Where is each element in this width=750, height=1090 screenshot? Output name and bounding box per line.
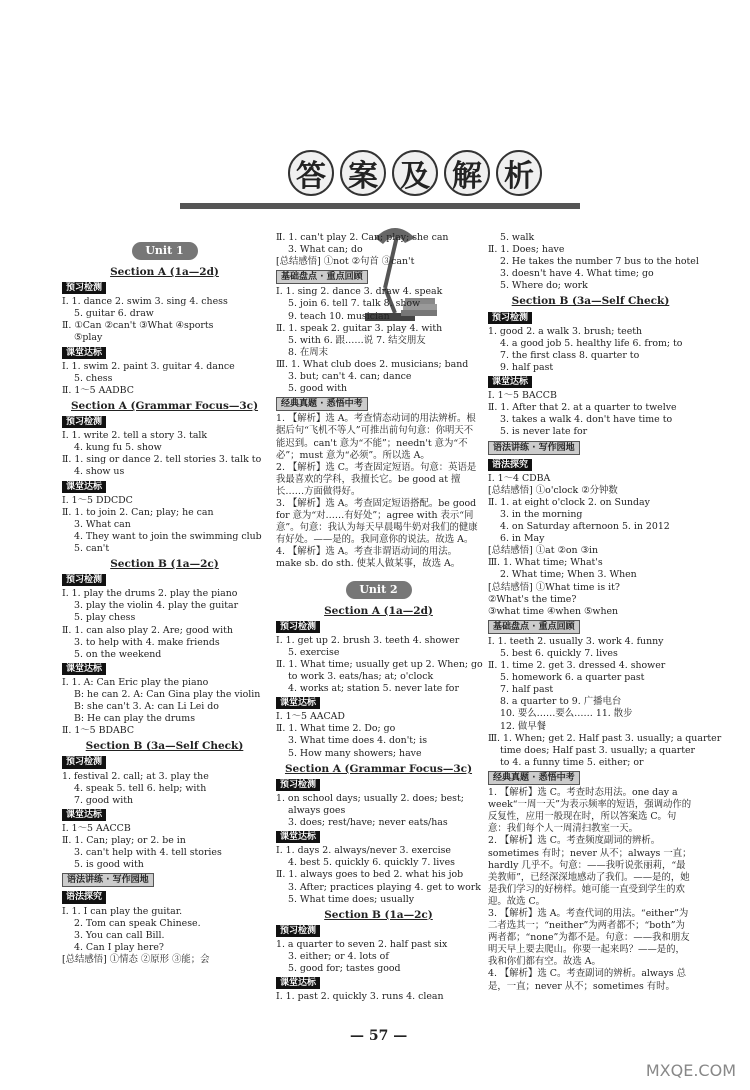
explanation-paragraph: 1. 【解析】选 A。考查情态动词的用法辨析。根据后句“飞机不等人”可推出前句句意：你明天不能迟到。can't 意为“不能”；needn't 意为“不必”；must 意为“必须”。所以选 A。 [276, 413, 476, 461]
answer-line: Ⅲ. 1. When; get 2. Half past 3. usually; a quarter [488, 732, 722, 744]
label-row [276, 695, 481, 711]
answer-line: 3. After; practices playing 4. get to work [288, 881, 481, 893]
answer-line: 5. homework 6. a quarter past [500, 672, 645, 684]
label-row [62, 280, 267, 296]
answer-line: 5. exercise [288, 646, 340, 658]
answer-line: 9. half past [500, 361, 554, 373]
answer-line: 9. teach 10. musician [288, 310, 390, 322]
answer-line: 5. on the weekend [74, 648, 162, 660]
title-char: 答 [288, 150, 334, 196]
subsection-label: 课堂达标 [276, 977, 320, 989]
answer-line: 5. can't [74, 542, 110, 554]
answer-line: 4. works at; station 5. never late for [288, 683, 459, 695]
answer-line: always goes [288, 804, 346, 816]
answer-line: [总结感悟] ①o'clock ②分钟数 [488, 484, 618, 496]
answer-column-3 [488, 232, 722, 993]
answer-line: 4. kung fu 5. show [74, 442, 162, 454]
answer-line: 4. show us [74, 466, 125, 478]
label-row [276, 777, 481, 793]
subsection-label: 课堂达标 [62, 347, 106, 359]
answer-line: ③what time ④when ⑤when [488, 605, 619, 617]
answer-line: 8. 在周末 [288, 346, 329, 358]
answer-line: 10. 要么……要么…… 11. 散步 [500, 708, 633, 720]
part-label: 基础盘点 · 重点回顾 [488, 620, 580, 634]
answer-line: B: He can play the drums [74, 713, 196, 725]
answer-line: 5. good with [288, 383, 348, 395]
answer-line: Ⅲ. 1. What club does 2. musicians; band [276, 358, 469, 370]
title-char: 及 [392, 150, 438, 196]
subsection-label: 课堂达标 [276, 831, 320, 843]
label-row [276, 829, 481, 845]
label-row [62, 345, 267, 361]
part-label: 经典真题 · 悉悟中考 [488, 771, 580, 785]
answer-line: 7. good with [74, 794, 134, 806]
title-char: 解 [444, 150, 490, 196]
answer-line: 5. join 6. tell 7. talk 8. show [288, 298, 421, 310]
answer-line: Ⅰ. 1. dance 2. swim 3. sing 4. chess [62, 296, 228, 308]
answer-line: to work 3. eats/has; at; o'clock [288, 671, 434, 682]
answer-line: Ⅱ. 1. speak 2. guitar 3. play 4. with [276, 322, 443, 334]
answer-line: Ⅱ. 1～5 BDABC [62, 725, 135, 737]
explanation-paragraph: 4. 【解析】选 C。考查副词的辨析。always 总是，一直；never 从不；sometimes 有时。 [488, 968, 686, 992]
section-heading: Section B (1a—2c) [110, 558, 219, 571]
answer-line: 4. speak 5. tell 6. help; with [74, 782, 207, 794]
answer-line: 4. They want to join the swimming club [74, 530, 262, 542]
answer-line: 5. How many showers; have [288, 747, 422, 759]
explanation-paragraph: 3. 【解析】选 A。考查固定短语搭配。be good for 意为“对……有好处”；agree with 表示“同意”。句意：我认为每天早晨喝牛奶对我们的健康有好处。——是的。我同意你的说法。故选 A。 [276, 497, 478, 546]
answer-line: 1. good 2. a walk 3. brush; teeth [488, 325, 643, 337]
answer-line: 5. chess [74, 372, 113, 384]
answer-line: 5. best 6. quickly 7. lives [500, 648, 618, 659]
label-row [62, 889, 267, 905]
answer-line: 4. on Saturday afternoon 5. in 2012 [500, 521, 670, 533]
page-number: — 57 — [350, 1028, 408, 1044]
answer-line: Ⅱ. 1. Does; have [488, 244, 565, 256]
answer-line: Ⅱ. 1. What time; usually get up 2. When; go [276, 658, 483, 670]
label-row [62, 871, 267, 889]
answer-line: 3. either; or 4. lots of [288, 950, 389, 962]
answer-line: 5. walk [500, 232, 535, 243]
answer-line: Ⅰ. 1. write 2. tell a story 3. talk [62, 430, 208, 442]
answer-line: 4. a good job 5. healthy life 6. from; to [500, 337, 683, 349]
answer-line: ②What's the time? [488, 593, 577, 605]
section-heading: Section B (1a—2c) [324, 908, 433, 921]
answer-line: Ⅱ. 1. Can; play; or 2. be in [62, 835, 186, 847]
subsection-label: 语法探究 [62, 891, 106, 903]
answer-line: Ⅱ. 1. always goes to bed 2. what his job [276, 869, 464, 881]
answer-line: Ⅰ. 1. days 2. always/never 3. exercise [276, 845, 451, 857]
answer-line: Ⅰ. 1. get up 2. brush 3. teeth 4. shower [276, 634, 460, 646]
answer-line: Ⅱ. 1. to join 2. Can; play; he can [62, 506, 214, 518]
label-row [276, 975, 481, 991]
answer-line: to 4. a funny time 5. either; or [500, 756, 644, 768]
answer-line: 2. What time; When 3. When [500, 569, 637, 581]
answer-line: 3. takes a walk 4. don't have time to [500, 414, 673, 426]
answer-line: Ⅰ. 1. past 2. quickly 3. runs 4. clean [276, 991, 444, 1003]
subsection-label: 预习检测 [276, 779, 320, 791]
part-label: 经典真题 · 悉悟中考 [276, 397, 368, 411]
subsection-label: 预习检测 [276, 621, 320, 633]
answer-line: Ⅰ. 1. swim 2. paint 3. guitar 4. dance [62, 360, 235, 372]
answer-line: 2. He takes the number 7 bus to the hotel [500, 256, 699, 268]
label-row [488, 310, 693, 326]
answer-line: Ⅰ. 1. teeth 2. usually 3. work 4. funny [488, 635, 664, 647]
answer-line: 1. festival 2. call; at 3. play the [62, 770, 209, 782]
label-row [276, 923, 481, 939]
subsection-label: 课堂达标 [488, 376, 532, 388]
label-row [488, 439, 693, 457]
answer-line: 4. Can I play here? [74, 941, 164, 953]
answer-line: 7. the first class 8. quarter to [500, 349, 640, 361]
answer-line: 6. in May [500, 533, 545, 545]
answer-line: Ⅱ. 1. can't play 2. Can; play; she can [276, 232, 449, 243]
part-label: 基础盘点 · 重点回顾 [276, 270, 368, 284]
answer-line: Ⅲ. 1. What time; What's [488, 557, 603, 569]
answer-line: Ⅰ. 1. A: Can Eric play the piano [62, 676, 209, 688]
label-row [276, 268, 481, 286]
section-heading: Section A (Grammar Focus—3c) [284, 762, 473, 775]
answer-line: 5. play chess [74, 612, 136, 624]
part-label: 语法讲练 · 写作园地 [488, 441, 580, 455]
section-heading: Section B (3a—Self Check) [85, 740, 244, 753]
answer-line: Ⅱ. 1. sing or dance 2. tell stories 3. talk to [62, 454, 262, 466]
answer-line: Ⅱ. ①Can ②can't ③What ④sports [62, 320, 214, 332]
label-row [488, 618, 693, 636]
answer-line: 3. doesn't have 4. What time; go [500, 268, 654, 280]
answer-line: 5. Where do; work [500, 280, 588, 292]
watermark: MXQE.COM [645, 1061, 736, 1080]
answer-line: [总结感悟] ①at ②on ③in [488, 545, 599, 557]
title-char: 析 [496, 150, 542, 196]
answer-line: Ⅰ. 1～5 BACCB [488, 390, 557, 402]
section-heading: Section A (1a—2d) [110, 266, 219, 278]
explanation-paragraph: 2. 【解析】选 C。考查频度副词的辨析。sometimes 有时；never 从不；always 一直；hardly 几乎不。句意：——我听说张丽莉，“最美教师”，已经深深地感动了我们。——是的，她是我们学习的好榜样。她可能一直受到学生的欢迎。故选 C。 [488, 835, 692, 907]
subsection-label: 预习检测 [62, 282, 106, 294]
label-row [62, 807, 267, 823]
subsection-label: 课堂达标 [62, 663, 106, 675]
label-row [62, 661, 267, 677]
answer-line: time does; Half past 3. usually; a quarter [500, 744, 695, 756]
label-row [276, 619, 481, 635]
label-row [488, 769, 693, 787]
answer-line: [总结感悟] ①What time is it? [488, 581, 620, 593]
subsection-label: 预习检测 [488, 312, 532, 324]
answer-line: 3. What can; do [288, 244, 363, 256]
answer-line: 4. best 5. quickly 6. quickly 7. lives [288, 857, 455, 869]
section-heading: Section A (1a—2d) [324, 604, 433, 617]
answer-line: 7. half past [500, 684, 554, 696]
answer-line: 5. is good with [74, 859, 144, 871]
answer-line: 3. can't help with 4. tell stories [74, 847, 222, 859]
answer-line: 2. Tom can speak Chinese. [74, 917, 201, 929]
answer-line: Ⅰ. 1～5 DDCDC [62, 494, 133, 506]
answer-line: Ⅰ. 1. sing 2. dance 3. draw 4. speak [276, 286, 443, 298]
subsection-label: 预习检测 [276, 925, 320, 937]
answer-line: Ⅰ. 1. I can play the guitar. [62, 905, 183, 917]
answer-line: 3. You can call Bill. [74, 929, 165, 941]
answer-line: Ⅰ. 1～4 CDBA [488, 472, 551, 484]
title-char: 案 [340, 150, 386, 196]
unit-heading: Unit 2 [346, 581, 412, 599]
answer-line: 5. good for; tastes good [288, 963, 401, 975]
answer-line: Ⅱ. 1. can also play 2. Are; good with [62, 624, 233, 636]
answer-column-2 [276, 232, 481, 1003]
answer-line: 5. with 6. 跟……说 7. 结交朋友 [288, 334, 426, 346]
subsection-label: 课堂达标 [62, 481, 106, 493]
part-label: 语法讲练 · 写作园地 [62, 873, 154, 887]
answer-line: Ⅰ. 1. play the drums 2. play the piano [62, 588, 238, 600]
answer-line: ⑤play [74, 332, 103, 344]
answer-line: 3. What time does 4. don't; is [288, 735, 428, 747]
answer-line: 3. in the morning [500, 508, 583, 520]
subsection-label: 预习检测 [62, 416, 106, 428]
label-row [488, 374, 693, 390]
answer-line: Ⅱ. 1. time 2. get 3. dressed 4. shower [488, 660, 666, 672]
label-row [488, 457, 693, 473]
answer-column-1 [62, 232, 267, 966]
answer-line: 3. to help with 4. make friends [74, 636, 220, 648]
unit-heading: Unit 1 [132, 242, 198, 260]
label-row [62, 572, 267, 588]
subsection-label: 课堂达标 [276, 697, 320, 709]
label-row [62, 754, 267, 770]
answer-line: 3. play the violin 4. play the guitar [74, 600, 239, 612]
subsection-label: 预习检测 [62, 574, 106, 586]
page-title [288, 150, 558, 202]
section-heading: Section A (Grammar Focus—3c) [70, 399, 259, 412]
answer-line: 8. a quarter to 9. 广播电台 [500, 696, 622, 708]
explanation-paragraph: 2. 【解析】选 C。考查固定短语。句意：英语是我最喜欢的学科，我擅长它。be good at 擅长……方面做得好。 [276, 461, 477, 497]
label-row [62, 479, 267, 495]
answer-line: 3. does; rest/have; never eats/has [288, 817, 448, 829]
answer-line: 1. on school days; usually 2. does; best; [276, 792, 464, 804]
answer-line: 3. but; can't 4. can; dance [288, 371, 412, 383]
answer-line: 3. What can [74, 518, 131, 530]
answer-line: [总结感悟] ①情态 ②原形 ③能；会 [62, 953, 210, 965]
answer-line: [总结感悟] ①not ②句首 ③can't [276, 256, 415, 268]
label-row [62, 414, 267, 430]
answer-line: 1. a quarter to seven 2. half past six [276, 938, 448, 950]
answer-line: Ⅱ. 1. at eight o'clock 2. on Sunday [488, 496, 650, 508]
explanation-paragraph: 4. 【解析】选 A。考查非谓语动词的用法。make sb. do sth. 使某人做某事，故选 A。 [276, 546, 461, 570]
answer-line: 5. is never late for [500, 426, 588, 438]
answer-line: 12. 做早餐 [500, 720, 547, 732]
section-heading: Section B (3a—Self Check) [511, 295, 670, 308]
answer-line: Ⅰ. 1～5 AACCB [62, 822, 131, 834]
answer-line: B: she can't 3. A: can Li Lei do [74, 701, 219, 713]
subsection-label: 预习检测 [62, 756, 106, 768]
explanation-paragraph: 3. 【解析】选 A。考查代词的用法。“either”为二者选其一；“neither”为两者都不；“both”为两者都；“none”为都不是。句意：——我和朋友明天早上要去爬山。你要一起来吗？——是的，我和你们都有空。故选 A。 [488, 907, 690, 968]
answer-line: 5. guitar 6. draw [74, 308, 154, 320]
subsection-label: 课堂达标 [62, 809, 106, 821]
explanation-paragraph: 1. 【解析】选 C。考查时态用法。one day a week“一周一天”为表示频率的短语，强调动作的反复性，应用一般现在时，所以答案选 C。句意：我们每个人一周清扫教室一天。 [488, 787, 692, 835]
answer-line: B: he can 2. A: Can Gina play the violin [74, 689, 261, 700]
answer-line: Ⅱ. 1. After that 2. at a quarter to twelve [488, 402, 677, 414]
answer-line: Ⅱ. 1. What time 2. Do; go [276, 723, 396, 735]
answer-line: 5. What time does; usually [288, 893, 415, 905]
answer-line: Ⅱ. 1～5 AADBC [62, 384, 134, 396]
answer-line: Ⅰ. 1～5 AACAD [276, 711, 345, 723]
subsection-label: 语法探究 [488, 459, 532, 471]
label-row [276, 395, 481, 413]
